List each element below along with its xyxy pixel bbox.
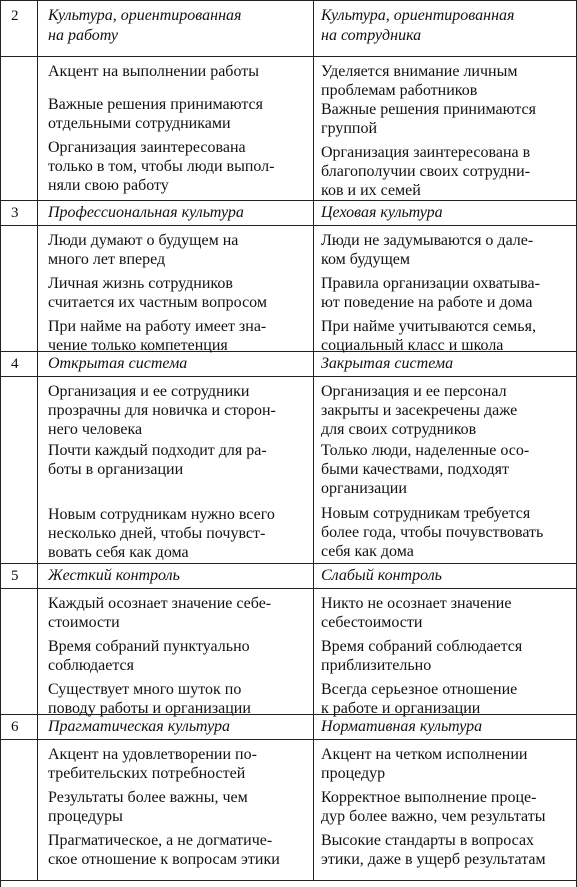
text-line: Люди не задумываются о дале-	[321, 232, 534, 249]
table-body-row	[1, 740, 576, 881]
text-line: Время собраний соблюдается	[321, 638, 523, 655]
list-item	[321, 441, 570, 498]
text-line: Организация заинтересована	[48, 139, 246, 156]
text-line: Только люди, наделенные осо-	[321, 442, 530, 459]
header-line: Культура, ориентированная	[321, 7, 515, 24]
body-cell-left	[38, 57, 314, 200]
list-item	[48, 637, 307, 675]
text-line: Корректное выполнение проце-	[321, 789, 537, 806]
body-cell-left	[38, 589, 314, 717]
table-header-row	[1, 715, 576, 740]
body-cell-right	[314, 377, 576, 563]
body-cell-right	[314, 589, 576, 717]
body-cell-left	[38, 377, 314, 563]
text-line: только в том, чтобы люди выпол-	[48, 158, 275, 175]
text-line: Время собраний пунктуально	[48, 638, 250, 655]
list-item	[48, 231, 307, 269]
text-line: Организация заинтересована в	[321, 144, 531, 161]
body-cell-left	[38, 226, 314, 354]
text-line: считается их частным вопросом	[48, 294, 267, 311]
text-line: ков и их семей	[321, 182, 421, 199]
list-item	[321, 317, 570, 355]
text-line: ское отношение к вопросам этики	[48, 851, 280, 868]
list-item	[321, 745, 570, 783]
row-number: 6	[1, 715, 38, 739]
text-line: себя как дома	[321, 543, 414, 560]
header-cell-right: Нормативная культура	[321, 718, 483, 735]
text-line: Почти каждый подходит для ра-	[48, 442, 267, 459]
row-number: 3	[1, 201, 38, 225]
list-item	[48, 274, 307, 312]
list-item	[48, 62, 307, 81]
text-line: организации	[321, 480, 407, 497]
list-item	[48, 95, 307, 133]
list-item	[48, 594, 307, 632]
text-line: проблемам работников	[321, 82, 478, 99]
body-cell-right	[314, 57, 576, 200]
list-item	[321, 143, 570, 200]
text-line: более года, чтобы почувствовать	[321, 524, 544, 541]
list-item	[48, 441, 307, 479]
text-line: При найме на работу имеет зна-	[48, 318, 267, 335]
text-line: Всегда серьезное отношение	[321, 681, 518, 698]
header-cell-right	[314, 1, 576, 56]
header-cell-right: Слабый контроль	[321, 567, 442, 584]
text-line: требительских потребностей	[48, 765, 246, 782]
list-item	[321, 100, 570, 138]
list-item	[321, 382, 570, 439]
text-line: себестоимости	[321, 614, 423, 631]
text-line: Акцент на выполнении работы	[48, 63, 259, 80]
row-number: 4	[1, 352, 38, 376]
text-line: Важные решения принимаются	[48, 96, 264, 113]
table-header-row	[1, 564, 576, 589]
text-line: быми качествами, подходят	[321, 461, 510, 478]
header-cell-left: Профессиональная культура	[38, 201, 314, 225]
header-line: Культура, ориентированная	[48, 7, 242, 24]
text-line: Правила организации охватыва-	[321, 275, 540, 292]
text-line: Никто не осознает значение	[321, 595, 512, 612]
text-line: прозрачны для новичка и сторон-	[48, 402, 276, 419]
text-line: социальный класс и школа	[321, 337, 504, 354]
list-item	[321, 62, 570, 100]
text-line: закрыты и засекречены даже	[321, 402, 518, 419]
table-body-row	[1, 377, 576, 564]
text-line: Организация и ее сотрудники	[48, 383, 250, 400]
text-line: Уделяется внимание личным	[321, 63, 518, 80]
table-header-row	[1, 352, 576, 377]
number-cell-empty	[1, 740, 38, 880]
text-line: соблюдается	[48, 657, 134, 674]
text-line: процедур	[321, 765, 386, 782]
text-line: чение только компетенция	[48, 337, 228, 354]
list-item	[321, 231, 570, 269]
header-line: на работу	[48, 27, 119, 44]
text-line: Существует много шуток по	[48, 681, 242, 698]
list-item	[321, 594, 570, 632]
number-cell-empty	[1, 589, 38, 714]
text-line: благополучии своих сотрудни-	[321, 163, 531, 180]
text-line: Люди думают о будущем на	[48, 232, 239, 249]
row-number: 5	[1, 564, 38, 588]
text-line: отдельными сотрудниками	[48, 115, 231, 132]
list-item	[321, 788, 570, 826]
table-body-row	[1, 589, 576, 715]
text-line: Прагматическое, а не догматиче-	[48, 832, 273, 849]
list-item	[321, 274, 570, 312]
text-line: боты в организации	[48, 461, 184, 478]
header-cell-left: Жесткий контроль	[38, 564, 314, 588]
text-line: стоимости	[48, 614, 120, 631]
number-cell-empty	[1, 377, 38, 563]
text-line: Акцент на удовлетворении по-	[48, 746, 257, 763]
text-line: Каждый осознает значение себе-	[48, 595, 272, 612]
list-item	[48, 138, 307, 195]
header-cell-left: Прагматическая культура	[38, 715, 314, 739]
list-item	[48, 505, 307, 562]
body-cell-left	[38, 740, 314, 880]
text-line: несколько дней, чтобы почувст-	[48, 525, 266, 542]
body-cell-right	[314, 226, 576, 354]
number-cell-empty	[1, 226, 38, 351]
list-item	[321, 637, 570, 675]
text-line: Высокие стандарты в вопросах	[321, 832, 535, 849]
text-line: Результаты более важны, чем	[48, 789, 248, 806]
list-item	[321, 504, 570, 561]
text-line: Новым сотрудникам нужно всего	[48, 506, 275, 523]
text-line: приблизительно	[321, 657, 432, 674]
text-line: Новым сотрудникам требуется	[321, 505, 531, 522]
text-line: Организация и ее персонал	[321, 383, 507, 400]
text-line: него человека	[48, 421, 143, 438]
list-item	[48, 831, 307, 869]
list-item	[48, 382, 307, 439]
text-line: няли свою работу	[48, 177, 169, 194]
list-item	[48, 317, 307, 355]
text-line: Важные решения принимаются	[321, 101, 537, 118]
header-line: на сотрудника	[321, 27, 422, 44]
text-line: много лет вперед	[48, 251, 166, 268]
header-cell-right: Цеховая культура	[321, 204, 443, 221]
body-cell-right	[314, 740, 576, 880]
table-header-row	[1, 201, 576, 226]
text-line: дур более важно, чем результаты	[321, 808, 546, 825]
text-line: Личная жизнь сотрудников	[48, 275, 233, 292]
text-line: для своих сотрудников	[321, 421, 477, 438]
header-cell-right: Закрытая система	[321, 355, 454, 372]
text-line: вовать себя как дома	[48, 544, 189, 561]
list-item	[321, 831, 570, 869]
list-item	[48, 745, 307, 783]
text-line: При найме учитываются семья,	[321, 318, 536, 335]
number-cell-empty	[1, 57, 38, 200]
text-line: к работе и организации	[321, 700, 481, 717]
text-line: процедуры	[48, 808, 123, 825]
text-line: группой	[321, 120, 378, 137]
text-line: поводу работы и организации	[48, 700, 251, 717]
text-line: Акцент на четком исполнении	[321, 746, 528, 763]
list-item	[48, 788, 307, 826]
list-item	[321, 680, 570, 718]
table-body-row	[1, 57, 576, 201]
text-line: ком будущем	[321, 251, 410, 268]
header-cell-left: Открытая система	[38, 352, 314, 376]
text-line: этики, даже в ущерб результатам	[321, 851, 546, 868]
row-number: 2	[1, 1, 38, 56]
list-item	[48, 680, 307, 718]
header-cell-left	[38, 1, 314, 56]
table-header-row	[1, 0, 576, 57]
text-line: ют поведение на работе и дома	[321, 294, 533, 311]
table-body-row	[1, 226, 576, 352]
